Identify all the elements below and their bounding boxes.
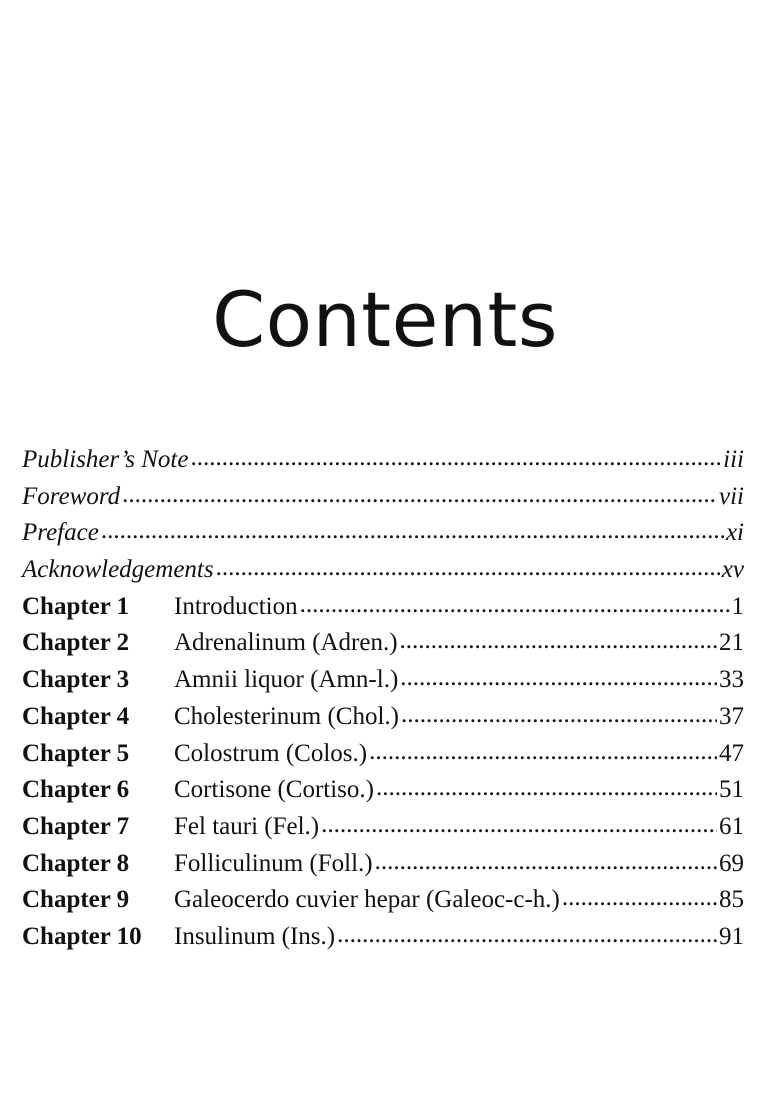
entry-title: Acknowledgements xyxy=(22,556,214,584)
toc-entry-acknowledgements[interactable] xyxy=(22,552,744,589)
entry-title: Amnii liquor (Amn-l.) xyxy=(174,666,399,694)
chapter-label: Chapter 5 xyxy=(22,739,130,767)
dot-leader xyxy=(375,844,717,881)
entry-title: Galeocerdo cuvier hepar (Galeoc-c-h.) xyxy=(174,886,560,914)
toc-entry-chapter-1[interactable] xyxy=(22,589,744,626)
dot-leader xyxy=(122,477,717,514)
page-number: 33 xyxy=(719,666,744,694)
page-number: 51 xyxy=(719,776,744,804)
chapter-label: Chapter 10 xyxy=(22,922,142,950)
toc-entry-chapter-9[interactable] xyxy=(22,882,744,919)
page-number: 61 xyxy=(719,812,744,840)
page-number: 85 xyxy=(719,886,744,914)
entry-title: Colostrum (Colos.) xyxy=(174,739,368,767)
chapter-label: Chapter 7 xyxy=(22,812,130,840)
page-number: 1 xyxy=(731,592,744,620)
page-number: xi xyxy=(725,519,744,547)
toc-entry-publishers-note[interactable] xyxy=(22,442,744,479)
chapter-label: Chapter 4 xyxy=(22,702,130,730)
chapter-label: Chapter 6 xyxy=(22,776,130,804)
chapter-label: Chapter 3 xyxy=(22,666,130,694)
dot-leader xyxy=(401,697,717,734)
chapter-label: Chapter 9 xyxy=(22,886,130,914)
page-number: vii xyxy=(719,482,744,510)
chapter-label: Chapter 1 xyxy=(22,592,130,620)
page-number: 91 xyxy=(719,922,744,950)
entry-title: Fel tauri (Fel.) xyxy=(174,812,320,840)
entry-title: Publisher’s Note xyxy=(22,446,189,473)
page-number: iii xyxy=(723,446,744,473)
entry-title: Cortisone (Cortiso.) xyxy=(174,776,374,804)
table-of-contents xyxy=(22,442,744,956)
dot-leader xyxy=(400,623,717,660)
page-number: 47 xyxy=(719,739,744,767)
toc-entry-chapter-3[interactable] xyxy=(22,662,744,699)
entry-title: Adrenalinum (Adren.) xyxy=(174,629,398,657)
entry-title: Introduction xyxy=(174,592,298,620)
dot-leader xyxy=(376,770,717,807)
toc-entry-foreword[interactable] xyxy=(22,479,744,516)
dot-leader xyxy=(216,550,720,587)
toc-entry-chapter-8[interactable] xyxy=(22,846,744,883)
page-number: 37 xyxy=(719,702,744,730)
dot-leader xyxy=(101,513,724,550)
toc-entry-chapter-2[interactable] xyxy=(22,625,744,662)
chapter-label: Chapter 8 xyxy=(22,849,130,877)
entry-title: Foreword xyxy=(22,482,121,510)
dot-leader xyxy=(300,587,730,624)
toc-entry-chapter-6[interactable] xyxy=(22,772,744,809)
toc-entry-chapter-7[interactable] xyxy=(22,809,744,846)
toc-entry-chapter-5[interactable] xyxy=(22,736,744,773)
entry-title: Folliculinum (Foll.) xyxy=(174,849,373,877)
entry-title: Preface xyxy=(22,519,99,547)
toc-entry-preface[interactable] xyxy=(22,515,744,552)
dot-leader xyxy=(190,440,721,477)
dot-leader xyxy=(369,734,717,771)
toc-entry-chapter-10[interactable] xyxy=(22,919,744,956)
dot-leader xyxy=(321,807,717,844)
dot-leader xyxy=(337,917,717,954)
page-number: xv xyxy=(721,556,744,584)
toc-entry-chapter-4[interactable] xyxy=(22,699,744,736)
entry-title: Insulinum (Ins.) xyxy=(174,922,336,950)
chapter-label: Chapter 2 xyxy=(22,629,130,657)
page-number: 21 xyxy=(719,629,744,657)
page-title: Contents xyxy=(212,275,558,364)
dot-leader xyxy=(562,880,717,917)
dot-leader xyxy=(400,660,717,697)
page-number: 69 xyxy=(719,849,744,877)
entry-title: Cholesterinum (Chol.) xyxy=(174,702,399,730)
